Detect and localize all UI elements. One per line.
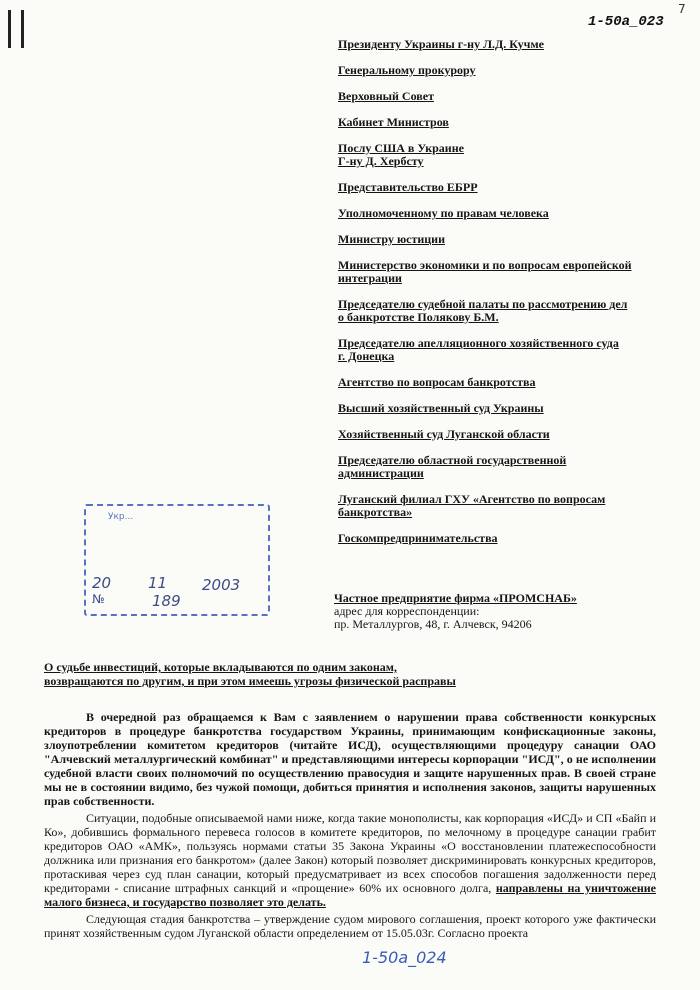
addressee-line: Г-ну Д. Хербсту — [338, 154, 424, 168]
addressee-line: банкротства» — [338, 505, 413, 519]
addressee-line: Кабинет Министров — [338, 115, 449, 129]
addressee-line: Министерство экономики и по вопросам европейской — [338, 258, 632, 272]
addressee-line: интеграции — [338, 271, 402, 285]
stamp-date-month: 11 — [148, 574, 168, 592]
body-paragraph-3: Следующая стадия банкротства – утверждение судом мирового соглашения, проект которого уже фактически принят хозяйственным судом Луганской области определением от 15.05.03г. Согласно проекта — [44, 912, 656, 940]
addressee-line: Генеральному прокурору — [338, 63, 476, 77]
addressee-line: Председателю судебной палаты по рассмотрению дел — [338, 297, 628, 311]
addressee-line: Председателю апелляционного хозяйственного суда — [338, 336, 619, 350]
addressee-line: Верховный Совет — [338, 89, 434, 103]
stamp-number-label: № — [92, 592, 105, 606]
sender-address: пр. Металлургов, 48, г. Алчевск, 94206 — [334, 617, 532, 631]
stamp-date-year: 2003 — [202, 576, 241, 594]
subject-line: возвращаются по другим, и при этом имеешь угрозы физической расправы — [44, 674, 456, 688]
addressee-line: г. Донецка — [338, 349, 395, 363]
letter-subject — [44, 660, 484, 688]
sender-name: Частное предприятие фирма «ПРОМСНАБ» — [334, 591, 577, 605]
stamp-number: 189 — [152, 592, 181, 610]
addressee-line: Агентство по вопросам банкротства — [338, 375, 536, 389]
addressee-line: Луганский филиал ГХУ «Агентство по вопросам — [338, 492, 606, 506]
addressee-line: Председателю областной государственной — [338, 453, 567, 467]
body-paragraph-2 — [44, 811, 656, 909]
registration-stamp — [84, 504, 270, 616]
addressee-line: Высший хозяйственный суд Украины — [338, 401, 544, 415]
body-paragraph-2-emphasis: направлены на уничтожение малого бизнеса, и государство позволяет это делать. — [44, 881, 657, 909]
stamp-header: Укр... — [108, 512, 134, 522]
addressee-line: администрации — [338, 466, 424, 480]
body-paragraph-1: В очередной раз обращаемся к Вам с заявлением о нарушении права собственности конкурсных кредиторов в процедуре банкротства государством Украины, принимающим конфискационные законы, злоупотреблении комитетом кредиторов (читайте ИСД), осуществляющими процедуру санации ОАО "Алчевский металлургический комбинат" и представляющими интересы корпорации "ИСД", о не исполнении судебной власти своих полномочий по осуществлению правосудия и защите нарушенных прав. В своей стране мы не в состоянии видимо, без чужой помощи, добиться принятия и исполнения законов, защиты нарушенных прав собственности. — [44, 710, 656, 808]
addressee-line: о банкротстве Полякову Б.М. — [338, 310, 499, 324]
footer-document-code: 1-50а_024 — [362, 948, 447, 967]
addressee-line: Хозяйственный суд Луганской области — [338, 427, 550, 441]
body-paragraph-2-text: Ситуации, подобные описываемой нами ниже, когда такие монополисты, как корпорация «ИСД» и СП «Байп и Ко», добившись формального перевеса голосов в комитете кредиторов, по мелочному в процедуре санации грабит кредиторов ОАО «АМК», пользуясь нормами статьи 35 Закона Украины «О восстановлении платежеспособности должника или признания его банкротом» (далее Закон) который позволяет дискриминировать конкурсных кредиторов, протаскивая через суд план санации, который предусматривает из всех способов погашения задолженности перед кредиторами - списание штрафных санкций и «прощение» 60% их основного долга, — [44, 811, 656, 895]
page-number: 7 — [678, 2, 686, 16]
addressee-line: Президенту Украины г-ну Л.Д. Кучме — [338, 37, 544, 51]
sender-block — [334, 592, 674, 631]
addressee-line: Уполномоченному по правам человека — [338, 206, 549, 220]
stamp-date-day: 20 — [92, 574, 112, 592]
addressee-line: Послу США в Украине — [338, 141, 464, 155]
subject-line: О судьбе инвестиций, которые вкладываются по одним законам, — [44, 660, 397, 674]
sender-address-label: адрес для корреспонденции: — [334, 604, 480, 618]
letter-body — [44, 710, 656, 943]
addressee-line: Министру юстиции — [338, 232, 445, 246]
addressee-line: Госкомпредпринимательства — [338, 531, 498, 545]
addressee-line: Представительство ЕБРР — [338, 180, 478, 194]
document-code: 1-50а_023 — [588, 14, 664, 30]
scan-edge-mark — [8, 10, 24, 48]
